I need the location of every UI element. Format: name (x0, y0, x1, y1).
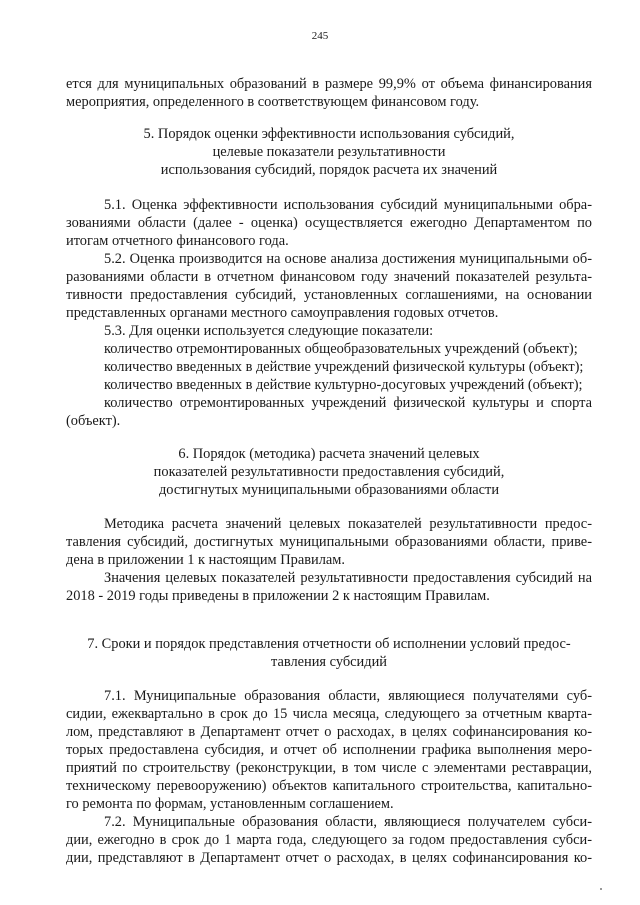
text-line: представленных органами местного самоуправления годовых отчетов. (66, 305, 499, 321)
section-6-heading: 6. Порядок (методика) расчета значений целевых (178, 446, 480, 462)
section-6-heading: показателей результативности предоставления субсидий, (153, 464, 505, 480)
text-line: тивности предоставления субсидий, установленных соглашениями, на основании (66, 287, 592, 303)
indicator-item: количество отремонтированных учреждений физической культуры и спорта (104, 395, 592, 411)
text-line: 2018 - 2019 годы приведены в приложении 2 к настоящим Правилам. (66, 588, 490, 604)
text-line: итогам отчетного финансового года. (66, 233, 289, 249)
text-line: дена в приложении 1 к настоящим Правилам. (66, 552, 345, 568)
text-line: дии, ежегодно в срок до 1 марта года, следующего за годом предоставления субси- (66, 832, 592, 848)
section-7-heading: 7. Сроки и порядок представления отчетности об исполнении условий предос- (87, 636, 571, 652)
section-7-heading: тавления субсидий (271, 654, 387, 670)
section-6-heading: достигнутых муниципальными образованиями области (158, 482, 500, 498)
text-line: мероприятия, определенного в соответствующем финансовом году. (66, 94, 480, 110)
text-line: лом, представляют в Департамент отчет о расходах, в целях софинансирования ко- (66, 724, 592, 740)
text-line: приятий по строительству (реконструкции, в том числе с элементами реставрации, (66, 760, 592, 776)
methodology-paragraph: Методика расчета значений целевых показателей результативности предос- (104, 516, 592, 532)
paragraph-5-3: 5.3. Для оценки используется следующие показатели: (104, 323, 434, 339)
text-line: го ремонта по формам, установленным соглашением. (66, 796, 394, 812)
paragraph-7-1: 7.1. Муниципальные образования области, являющиеся получателями суб- (104, 688, 592, 704)
text-line: тавления субсидий, достигнутых муниципальными образованиями области, приве- (66, 534, 592, 550)
section-5-heading: использования субсидий, порядок расчета их значений (160, 162, 498, 178)
indicator-item: количество введенных в действие учреждений физической культуры (объект); (104, 359, 584, 375)
section-5-heading: 5. Порядок оценки эффективности использования субсидий, (143, 126, 515, 142)
paragraph-5-1: 5.1. Оценка эффективности использования субсидий муниципальными обра- (104, 197, 592, 213)
section-5-heading: целевые показатели результативности (212, 144, 446, 160)
paragraph-7-2: 7.2. Муниципальные образования области, являющиеся получателем субси- (104, 814, 592, 830)
text-line: ется для муниципальных образований в размере 99,9% от объема финансирования (66, 76, 592, 92)
values-paragraph: Значения целевых показателей результативности предоставления субсидий на (104, 570, 592, 586)
text-line: торых предоставлена субсидия, и отчет об исполнении графика выполнения меро- (66, 742, 592, 758)
scan-mark (600, 888, 602, 890)
paragraph-5-2: 5.2. Оценка производится на основе анализа достижения муниципальными об- (104, 251, 592, 267)
text-line: разованиями области в отчетном финансовом году значений показателей результа- (66, 269, 592, 285)
indicator-item: количество отремонтированных общеобразовательных учреждений (объект); (104, 341, 578, 357)
text-line: зованиями области (далее - оценка) осуществляется ежегодно Департаментом по (66, 215, 592, 231)
text-line: дии, представляют в Департамент отчет о расходах, в целях софинансирования ко- (66, 850, 592, 866)
text-line: сидии, ежеквартально в срок до 15 числа месяца, следующего за отчетным кварта- (66, 706, 592, 722)
text-line: (объект). (66, 413, 121, 429)
text-line: техническому перевооружению) объектов капитального строительства, капитально- (66, 778, 592, 794)
indicator-item: количество введенных в действие культурно-досуговых учреждений (объект); (104, 377, 583, 393)
page-number: 245 (311, 30, 329, 42)
